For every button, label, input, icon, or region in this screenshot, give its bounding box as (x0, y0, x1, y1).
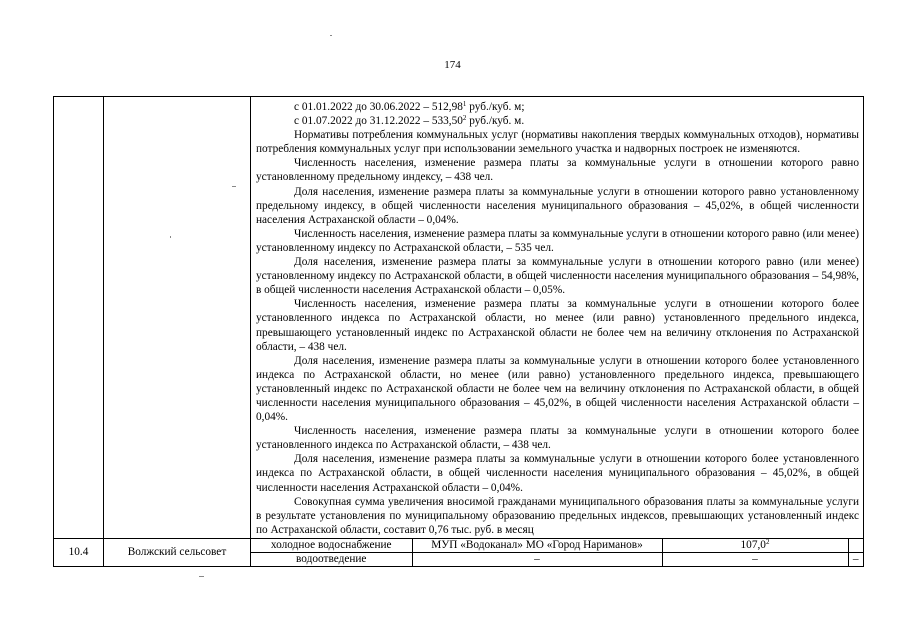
empty-name-cell (104, 97, 251, 539)
services-cell (251, 538, 864, 566)
service-provider: МУП «Водоканал» МО «Город Нариманов» (412, 539, 662, 553)
footnote-mark: 1 (462, 100, 467, 108)
page-number: 174 (444, 59, 461, 71)
footnote-mark: 2 (462, 114, 467, 123)
row-number: 10.4 (54, 538, 104, 566)
service-row (251, 539, 863, 553)
paragraph: Нормативы потребления коммунальных услуг (нормативы накопления твердых коммунальных отходов), нормативы потребления коммунальных услуг при использовании земельного участка и надворных построек не изменяются. (256, 129, 859, 156)
service-extra (848, 539, 863, 553)
service-value: – (662, 552, 848, 566)
table-row-10-4 (54, 538, 864, 566)
paragraph: Доля населения, изменение размера платы за коммунальные услуги в отношении которого равно (или менее) установленному индексу по Астраханской области, в общей численности населения муниципального образования – 54,98%, в общей численности населения Астраханской области – 0,05%. (256, 256, 859, 297)
scan-speck (330, 35, 332, 36)
scan-speck (232, 186, 236, 187)
scan-speck (199, 576, 204, 577)
paragraph: Численность населения, изменение размера платы за коммунальные услуги в отношении которого равно (или менее) установленному индексу по Астраханской области, – 535 чел. (256, 227, 859, 254)
continuation-row (54, 97, 864, 539)
empty-number-cell (54, 97, 104, 539)
rate-line-1: с 01.01.2022 до 30.06.2022 – 512,98$^1$ руб./куб. м; (294, 100, 525, 113)
service-name: холодное водоснабжение (251, 539, 412, 553)
service-extra: – (848, 552, 863, 566)
description-cell (251, 97, 864, 539)
paragraph: Доля населения, изменение размера платы за коммунальные услуги в отношении которого более установленного индекса по Астраханской области, но менее (или равно) установленного предельного индекса, превышающего установленный индекс по Астраханской области не более чем на величину отклонения по Астраханской области, в общей численности населения муниципального образования – 45,02%, в общей численности населения Астраханской области – 0,04%. (256, 354, 859, 424)
services-table (251, 539, 863, 566)
paragraph: Численность населения, изменение размера платы за коммунальные услуги в отношении которого равно установленному предельному индексу, – 438 чел. (256, 157, 859, 184)
paragraph: Численность населения, изменение размера платы за коммунальные услуги в отношении которого более установленного индекса по Астраханской области, – 438 чел. (256, 425, 859, 452)
footnote-mark: 2 (765, 538, 770, 546)
scan-speck (170, 236, 171, 238)
service-name: водоотведение (251, 552, 412, 566)
paragraph: Численность населения, изменение размера платы за коммунальные услуги в отношении которого более установленного индекса по Астраханской области, но менее (или равно) установленного предельного индекса, превышающего установленный индекс по Астраханской области не более чем на величину отклонения по Астраханской области, – 438 чел. (256, 298, 859, 353)
tariff-table (53, 96, 864, 567)
rate-line-2: с 01.07.2022 до 31.12.2022 – 533,50$^2$ руб./куб. м. (294, 114, 525, 128)
settlement-name: Волжский сельсовет (104, 538, 251, 566)
paragraph: Доля населения, изменение размера платы за коммунальные услуги в отношении которого более установленного индекса по Астраханской области, в общей численности населения муниципального образования – 45,02%, в общей численности населения Астраханской области – 0,04%. (256, 453, 859, 494)
paragraph: Совокупная сумма увеличения вносимой гражданами муниципального образования платы за коммунальные услуги в результате установления по муниципальному образованию предельных индексов, превышающих установленный индекс по Астраханской области, составит 0,76 тыс. руб. в месяц (256, 495, 859, 536)
service-value: 107,0$^2$ (662, 539, 848, 553)
service-row (251, 552, 863, 566)
service-provider: – (412, 552, 662, 566)
paragraph: Доля населения, изменение размера платы за коммунальные услуги в отношении которого равно установленному предельному индексу, в общей численности населения муниципального образования – 45,02%, в общей численности населения Астраханской области – 0,04%. (256, 185, 859, 226)
